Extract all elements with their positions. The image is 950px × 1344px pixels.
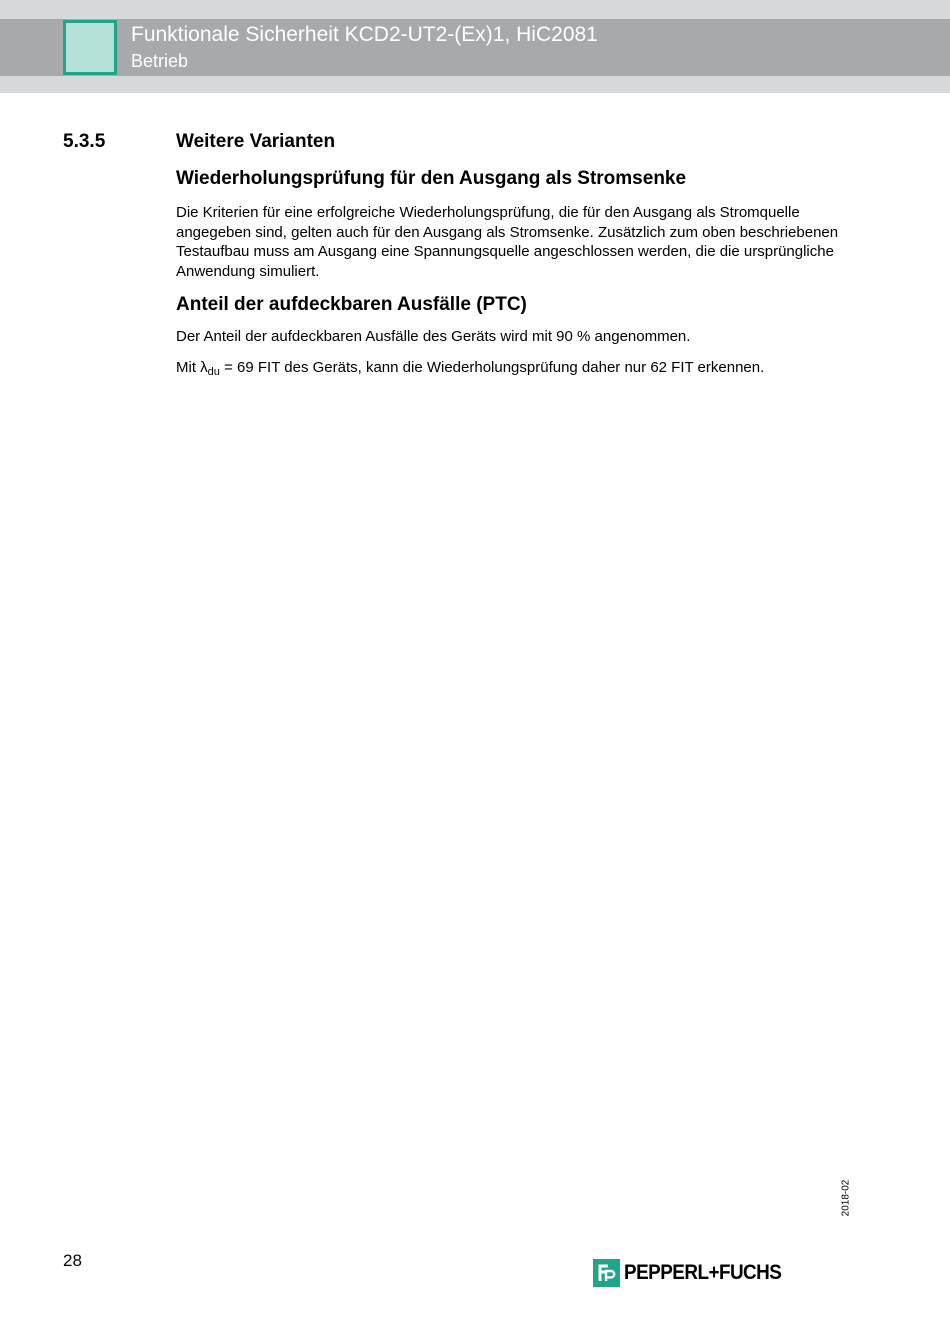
section-number: 5.3.5: [63, 131, 106, 152]
lambda-symbol: λ: [200, 358, 208, 376]
chapter-title: Betrieb: [131, 51, 189, 71]
document-date: 2018-02: [840, 1179, 852, 1217]
content-body: [176, 167, 856, 377]
logo-text: PEPPERL+FUCHS: [624, 1261, 782, 1284]
section-title: Weitere Varianten: [176, 131, 336, 152]
paragraph-lambda-du: [176, 358, 856, 378]
company-logo: [593, 1258, 799, 1288]
header-accent-square: [63, 20, 117, 75]
paragraph-proof-test-criteria: Die Kriterien für eine erfolgreiche Wiederholungsprüfung, die für den Ausgang als Stromquelle angegeben sind, gelten auch für den Ausgang als Stromsenke. Zusätzlich zum oben beschriebenen Testaufbau muss am Ausgang eine Spannungsquelle angeschlossen werden, die die ursprüngliche Anwendung simuliert.: [176, 204, 839, 280]
paragraph-ptc-share: Der Anteil der aufdeckbaren Ausfälle des Geräts wird mit 90 % angenommen.: [176, 328, 691, 345]
lambda-subscript: du: [207, 365, 220, 378]
lambda-prefix: Mit: [176, 358, 201, 376]
subsection-heading-ptc: Anteil der aufdeckbaren Ausfälle (PTC): [176, 294, 527, 315]
page-number: 28: [63, 1251, 82, 1270]
logo-icon: [593, 1259, 620, 1287]
document-title: Funktionale Sicherheit KCD2-UT2-(Ex)1, HiC2081: [131, 23, 598, 46]
lambda-suffix: = 69 FIT des Geräts, kann die Wiederholungsprüfung daher nur 62 FIT erkennen.: [219, 358, 765, 376]
subsection-heading-proof-test: Wiederholungsprüfung für den Ausgang als Stromsenke: [176, 168, 687, 189]
